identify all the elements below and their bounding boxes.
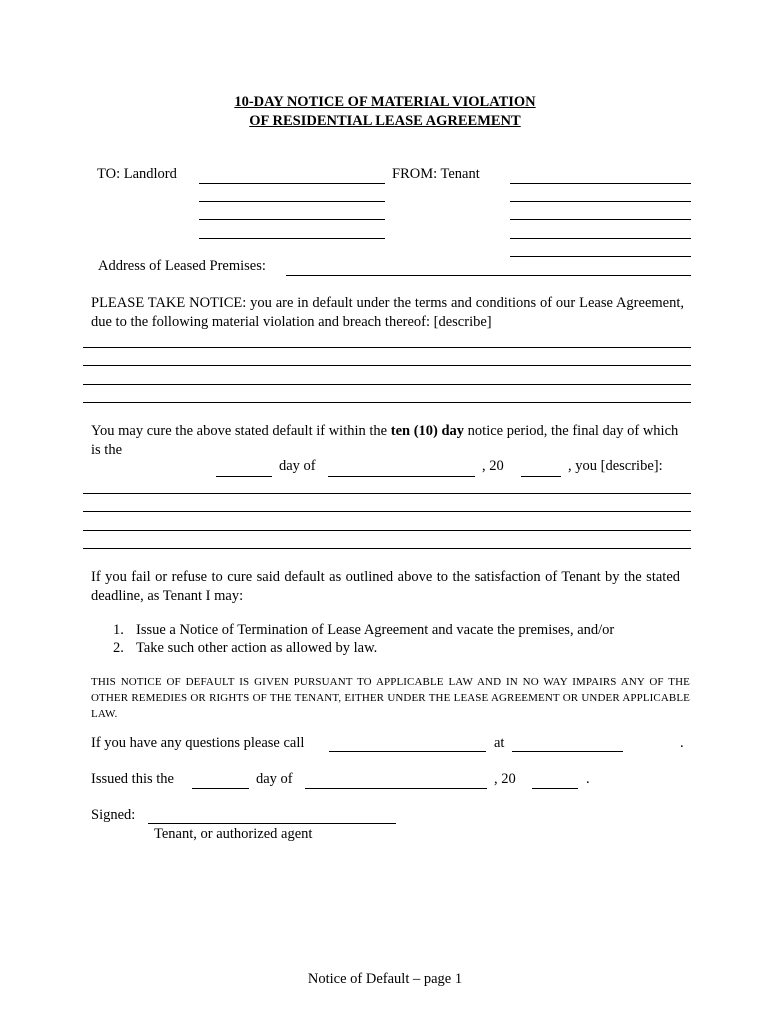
tenant-name-line[interactable]	[510, 183, 691, 184]
tenant-address-line-3[interactable]	[510, 238, 691, 239]
signed-label: Signed:	[91, 807, 136, 823]
phone-blank[interactable]	[329, 751, 486, 752]
issued-month-blank[interactable]	[305, 788, 487, 789]
violation-line-1[interactable]	[83, 347, 691, 348]
signature-line[interactable]	[148, 823, 396, 824]
cure-text-2: notice period, the final day of which is the	[91, 423, 679, 458]
disclaimer-text: THIS NOTICE OF DEFAULT IS GIVEN PURSUANT TO APPLICABLE LAW AND IN NO WAY IMPAIRS ANY OF THE OTHER REMEDIES OR RIGHTS OF THE TENANT, EITHER UNDER THE LEASE AGREEMENT OR UNDER APPLICABLE LAW.	[91, 676, 690, 720]
landlord-name-line[interactable]	[199, 183, 385, 184]
page-footer: Notice of Default – page 1	[307, 971, 463, 987]
option-2-number: 2.	[113, 640, 124, 656]
option-1-number: 1.	[113, 622, 124, 638]
time-blank[interactable]	[512, 751, 623, 752]
questions-period: .	[680, 735, 684, 751]
tenant-address-line-4[interactable]	[510, 256, 691, 257]
landlord-address-line-1[interactable]	[199, 201, 385, 202]
cure-line-3[interactable]	[83, 530, 691, 531]
cure-paragraph	[91, 422, 684, 459]
violation-line-4[interactable]	[83, 402, 691, 403]
document-title-line-2: OF RESIDENTIAL LEASE AGREEMENT	[249, 113, 521, 129]
tenant-address-line-1[interactable]	[510, 201, 691, 202]
cure-text-bold: ten (10) day	[390, 423, 465, 439]
from-tenant-label: FROM: Tenant	[392, 166, 480, 182]
signature-caption: Tenant, or authorized agent	[154, 826, 313, 842]
cure-year-blank[interactable]	[521, 476, 561, 477]
cure-line-1[interactable]	[83, 493, 691, 494]
cure-text-1: You may cure the above stated default if within the	[91, 423, 391, 439]
cure-line-4[interactable]	[83, 548, 691, 549]
cure-day-of-label: day of	[279, 458, 316, 474]
issued-day-of-label: day of	[256, 771, 293, 787]
option-1-text: Issue a Notice of Termination of Lease Agreement and vacate the premises, and/or	[136, 622, 615, 638]
questions-at-label: at	[494, 735, 505, 751]
cure-line-2[interactable]	[83, 511, 691, 512]
premises-address-line[interactable]	[286, 275, 691, 276]
landlord-address-line-2[interactable]	[199, 219, 385, 220]
fail-paragraph: If you fail or refuse to cure said default as outlined above to the satisfaction of Tenant by the stated deadline, as Tenant I may:	[91, 569, 680, 604]
violation-line-3[interactable]	[83, 384, 691, 385]
document-title-line-1: 10-DAY NOTICE OF MATERIAL VIOLATION	[234, 94, 536, 110]
address-label: Address of Leased Premises:	[98, 258, 266, 274]
issued-year-prefix: , 20	[494, 771, 516, 787]
to-landlord-label: TO: Landlord	[97, 166, 177, 182]
cure-you-describe: , you [describe]:	[568, 458, 663, 474]
landlord-address-line-3[interactable]	[199, 238, 385, 239]
option-2-text: Take such other action as allowed by law.	[136, 640, 378, 656]
cure-day-blank[interactable]	[216, 476, 272, 477]
notice-paragraph: PLEASE TAKE NOTICE: you are in default under the terms and conditions of our Lease Agreement, due to the following material violation and breach thereof: [describe]	[91, 295, 684, 330]
violation-line-2[interactable]	[83, 365, 691, 366]
issued-period: .	[586, 771, 590, 787]
cure-month-blank[interactable]	[328, 476, 475, 477]
issued-day-blank[interactable]	[192, 788, 249, 789]
issued-label: Issued this the	[91, 771, 174, 787]
issued-year-blank[interactable]	[532, 788, 578, 789]
cure-year-prefix: , 20	[482, 458, 504, 474]
questions-label: If you have any questions please call	[91, 735, 305, 751]
tenant-address-line-2[interactable]	[510, 219, 691, 220]
